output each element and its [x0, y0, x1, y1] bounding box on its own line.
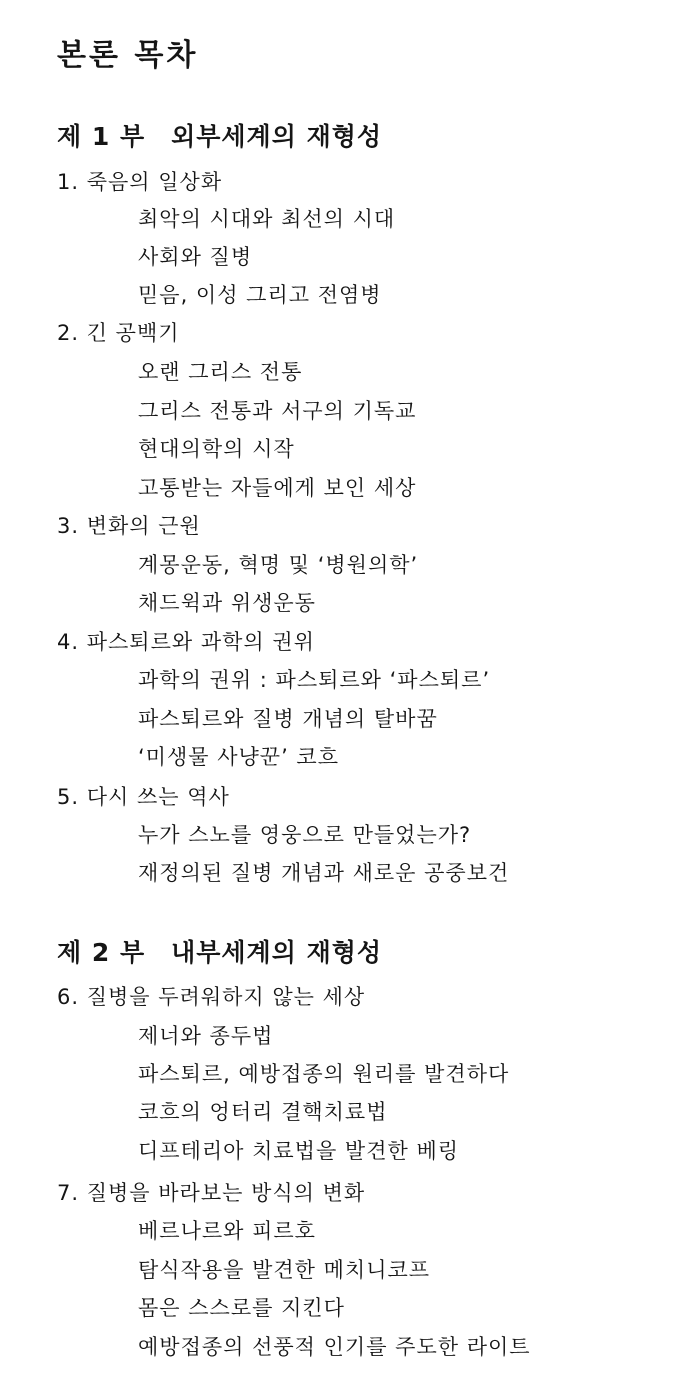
chapter-3: 3. 변화의 근원	[57, 514, 201, 538]
part-1-number: 제 1 부	[57, 122, 146, 151]
part-1-heading	[57, 120, 382, 154]
section-6-3: 코흐의 엉터리 결핵치료법	[138, 1100, 388, 1124]
section-4-2: 파스퇴르와 질병 개념의 탈바꿈	[138, 707, 438, 731]
section-3-2: 채드윅과 위생운동	[138, 591, 316, 615]
section-2-2: 그리스 전통과 서구의 기독교	[138, 399, 417, 423]
section-7-1: 베르나르와 피르호	[138, 1219, 316, 1243]
section-6-2: 파스퇴르, 예방접종의 원리를 발견하다	[138, 1062, 510, 1086]
section-5-1: 누가 스노를 영웅으로 만들었는가?	[138, 823, 472, 847]
document-title: 본론 목차	[57, 38, 199, 73]
chapter-4: 4. 파스퇴르와 과학의 권위	[57, 630, 315, 654]
section-7-4: 예방접종의 선풍적 인기를 주도한 라이트	[138, 1335, 531, 1359]
chapter-2: 2. 긴 공백기	[57, 321, 180, 345]
chapter-6: 6. 질병을 두려워하지 않는 세상	[57, 985, 366, 1009]
section-2-4: 고통받는 자들에게 보인 세상	[138, 476, 417, 500]
part-2-number: 제 2 부	[57, 938, 146, 967]
section-1-2: 사회와 질병	[138, 245, 253, 269]
section-4-3: ‘미생물 사냥꾼’ 코흐	[138, 745, 339, 769]
part-1-name: 외부세계의 재형성	[171, 122, 383, 151]
chapter-7: 7. 질병을 바라보는 방식의 변화	[57, 1181, 366, 1205]
section-5-2: 재정의된 질병 개념과 새로운 공중보건	[138, 861, 510, 885]
section-3-1: 계몽운동, 혁명 및 ‘병원의학’	[138, 553, 419, 577]
chapter-5: 5. 다시 쓰는 역사	[57, 785, 230, 809]
section-1-3: 믿음, 이성 그리고 전염병	[138, 283, 382, 307]
section-1-1: 최악의 시대와 최선의 시대	[138, 207, 396, 231]
part-2-heading	[57, 936, 382, 970]
section-6-1: 제너와 종두법	[138, 1024, 274, 1048]
section-2-3: 현대의학의 시작	[138, 437, 295, 461]
section-4-1: 과학의 권위 : 파스퇴르와 ‘파스퇴르’	[138, 668, 491, 692]
section-6-4: 디프테리아 치료법을 발견한 베링	[138, 1139, 460, 1163]
section-2-1: 오랜 그리스 전통	[138, 360, 303, 384]
part-2-name: 내부세계의 재형성	[171, 938, 383, 967]
section-7-2: 탐식작용을 발견한 메치니코프	[138, 1258, 431, 1282]
chapter-1: 1. 죽음의 일상화	[57, 170, 223, 194]
section-7-3: 몸은 스스로를 지킨다	[138, 1296, 345, 1320]
